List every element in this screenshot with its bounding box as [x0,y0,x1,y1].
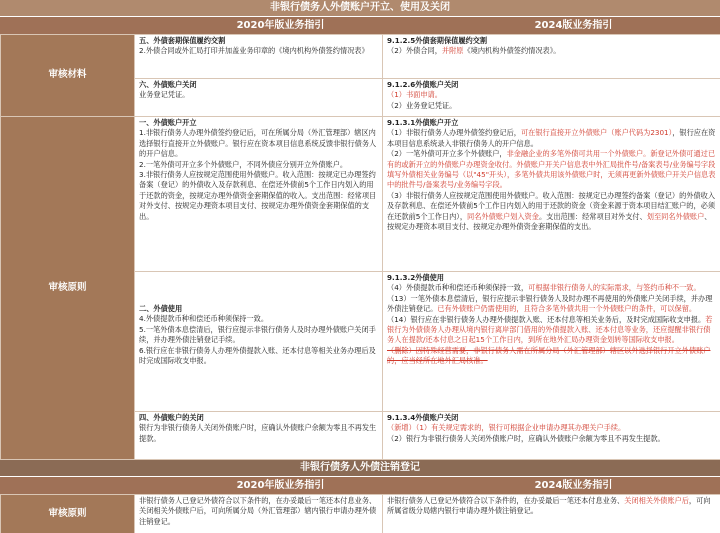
p1-r-g: 同名外债账户划入资金 [467,211,539,221]
materials-r1-title: 9.1.2.5外债套期保值履约交割 [387,36,488,45]
s2-r-b: 关闭相关外债账户后 [624,496,689,505]
p1-r-e: 非金融企业的多笔外债可共用一个外债账户。新登记外债可通过已有的或新开立的外债账户办理资金收付。外债账户开关户信息表中外汇局批件号/备案表号/业务编号字段填写外债相关业务编号（以"45"开头），多笔外债共用该外债账户时，无须再更新外债账户开关户信息表中的批件号/备案表号/业务编号字段。 [387,149,716,190]
principles-left-2 [135,272,383,412]
header-2020: 2020年版业务指引 [236,20,325,31]
p3-left-text: 银行为非银行债务人关闭外债账户时，应确认外债账户余额为零且不再发生提款。 [139,423,377,443]
materials-r1-b: 并附原 [441,46,464,56]
p1-r-c: ，银行应在资本项目信息系统录入非银行债务人的开户信息。 [387,128,716,148]
header-spacer-2 [0,477,134,494]
p1-left-item3: 3.非银行债务人应按规定范围使用外债账户。收入范围：按规定已办理签约备案（登记）的外债收入及存款利息、在偿还外债前5个工作日内划入的用于还款的资金，按规定办理外债资金套期保值的收入。支出范围：经常项目对外支付、按规定办理资本项目支付、按规定办理外债资金套期保值的支出。 [139,170,377,221]
materials-r2-line1: （1）书面申请。 [387,90,442,100]
materials-r2-line2: （2）业务登记凭证。 [387,100,457,110]
section2-header-row [0,476,720,494]
p1-right-title: 9.1.3.1外债账户开立 [387,118,459,127]
p3-right-new: （新增）（1）有关规定需求的，银行可根据企业申请办理其办理关户手续。 [387,423,626,433]
section2-table [0,494,720,533]
materials-r1-text [387,46,716,56]
section2-title: 非银行债务人外债注销登记 [0,460,720,476]
p2-r-b: 可根据非银行债务人的实际需求，与签约币种不一致。 [528,283,701,293]
materials-l2-text: 业务登记凭证。 [139,90,190,100]
p2-right-deleted: （删除）因特殊经营需要，非银行债务人需在所属分局（外汇管理部）辖区以外选择银行开立外债账户的，应当经所在地外汇局核准。 [387,345,711,366]
p1-right-para3 [387,191,716,233]
section2-header-2024: 2024版业务指引 [534,480,613,491]
p2-left-item5: 5.一笔外债本息偿清后，银行应提示非银行债务人及时办理外债账户关闭手续，并办理外债注销登记手续。 [139,324,376,345]
column-header-row [0,16,720,34]
p2-left-item4: 4.外债提款币种和偿还币种须保持一致。 [139,314,269,324]
materials-l2-title: 六、外债账户关闭 [139,80,197,89]
p1-r-h: 。支出范围：经常项目对外支付、 [538,211,647,221]
principles-right-3 [383,412,720,460]
materials-left-1 [135,35,383,79]
p2-right-para1 [387,283,716,293]
p2-r-a: （4）外债提款币种和偿还币种须保持一致， [387,283,529,293]
header-2024: 2024版业务指引 [534,20,613,31]
materials-right-1 [383,35,720,79]
label-audit-principles: 审核原则 [1,117,135,460]
label-audit-materials: 审核材料 [1,35,135,117]
page-title: 非银行债务人外债账户开立、使用及关闭 [0,0,720,16]
materials-right-2 [383,79,720,117]
materials-r1-a: （2）外债合同， [387,46,442,56]
p1-r-i: 划至同名外债账户 [646,211,705,221]
p2-r-d: 已有外债账户仍需使用的，且符合多笔外债共用一个外债账户的条件，可以保留。 [437,304,697,314]
principles-left-3 [135,412,383,460]
p2-r-e: （14）银行应在非银行债务人办理外债提款入账、还本付息等相关业务后，及时完成国际收支申报。 [387,314,706,324]
p2-right-para3 [387,315,716,346]
p1-r-j: 、按规定办理资本项目支付、按规定办理外债资金套期保值的支出。 [387,211,712,232]
p1-right-para2 [387,149,716,191]
materials-l1-title: 五、外债套期保值履约交割 [139,36,226,45]
p1-r-f: （3）非银行债务人应按规定范围使用外债账户。收入范围：按规定已办理签约备案（登记）的外债收入及存款利息、在偿还外债前5个工作日内划入的用于还款的资金（资金来源于资本项目结汇账户的，必须在还款前5个工作日内）， [387,190,716,221]
s2-r-c: ，可向所属省级分局辖内银行申请办理外债注销登记。 [387,496,711,516]
s2-r-a: 非银行债务人已登记外债符合以下条件的，在办妥最后一笔还本付息业务、 [387,496,625,505]
materials-r1-c: 《境内机构外债签约情况表》。 [463,46,561,56]
p2-right-title: 9.1.3.2外债使用 [387,273,444,282]
p1-left-title: 一、外债账户开立 [139,118,197,127]
section2-header-2020: 2020年版业务指引 [236,480,325,491]
p2-right-para2 [387,294,716,315]
p2-left-title: 二、外债使用 [139,304,183,313]
section2-left: 非银行债务人已登记外债符合以下条件的，在办妥最后一笔还本付息业务、关闭相关外债账户后，可向所属分局（外汇管理部）辖内银行申请办理外债注销登记。 [135,495,383,533]
p1-left-item1: 1.非银行债务人办理外债签约登记后，可在所属分局（外汇管理部）辖区内选择银行直接开立外债账户。银行应在资本项目信息系统反馈非银行债务人的开户信息。 [139,128,377,159]
p3-left-title: 四、外债账户的关闭 [139,413,204,422]
p1-r-d: （2）一笔外债可开立多个外债账户， [387,149,507,159]
section2-right [383,495,720,533]
materials-l1-text: 2.外债合同或外汇局打印并加盖业务印章的《境内机构外债签约情况表》 [139,46,369,56]
p3-right-title: 9.1.3.4外债账户关闭 [387,413,459,422]
principles-right-1 [383,117,720,272]
principles-right-2 [383,272,720,412]
p1-left-item2: 2.一笔外债可开立多个外债账户，不同外债应分别开立外债账户。 [139,159,348,169]
p3-right-text: （2）银行为非银行债务人关闭外债账户时，应确认外债账户余额为零且不再发生提款。 [387,433,665,443]
p2-r-c: （13）一笔外债本息偿清后，银行应提示非银行债务人及时办理不再使用的外债账户关闭手续，并办理外债注销登记。 [387,293,713,314]
label-audit-principles-2: 审核原则 [1,495,135,533]
p1-r-a: （1）非银行债务人办理外债签约登记后， [387,128,521,138]
p2-left-item6: 6.银行应在非银行债务人办理外债提款入账、还本付息等相关业务办理后及时完成国际收支申报。 [139,345,376,366]
materials-r2-title: 9.1.2.6外债账户关闭 [387,80,459,89]
p2-r-f: 若银行为外债债务人办理从境内银行离岸部门借用的外债提款入账、还本付息等业务，还应提醒非银行债务人在提款/还本付息之日起15个工作日内，到所在地外汇局办理资金划转等国际收支申报。 [387,314,713,345]
p1-right-para1 [387,128,716,149]
comparison-table [0,34,720,460]
header-spacer [0,17,134,34]
principles-left-1 [135,117,383,272]
materials-left-2 [135,79,383,117]
p1-r-b: 可在银行直接开立外债账户（账户代码为2301） [520,128,673,138]
